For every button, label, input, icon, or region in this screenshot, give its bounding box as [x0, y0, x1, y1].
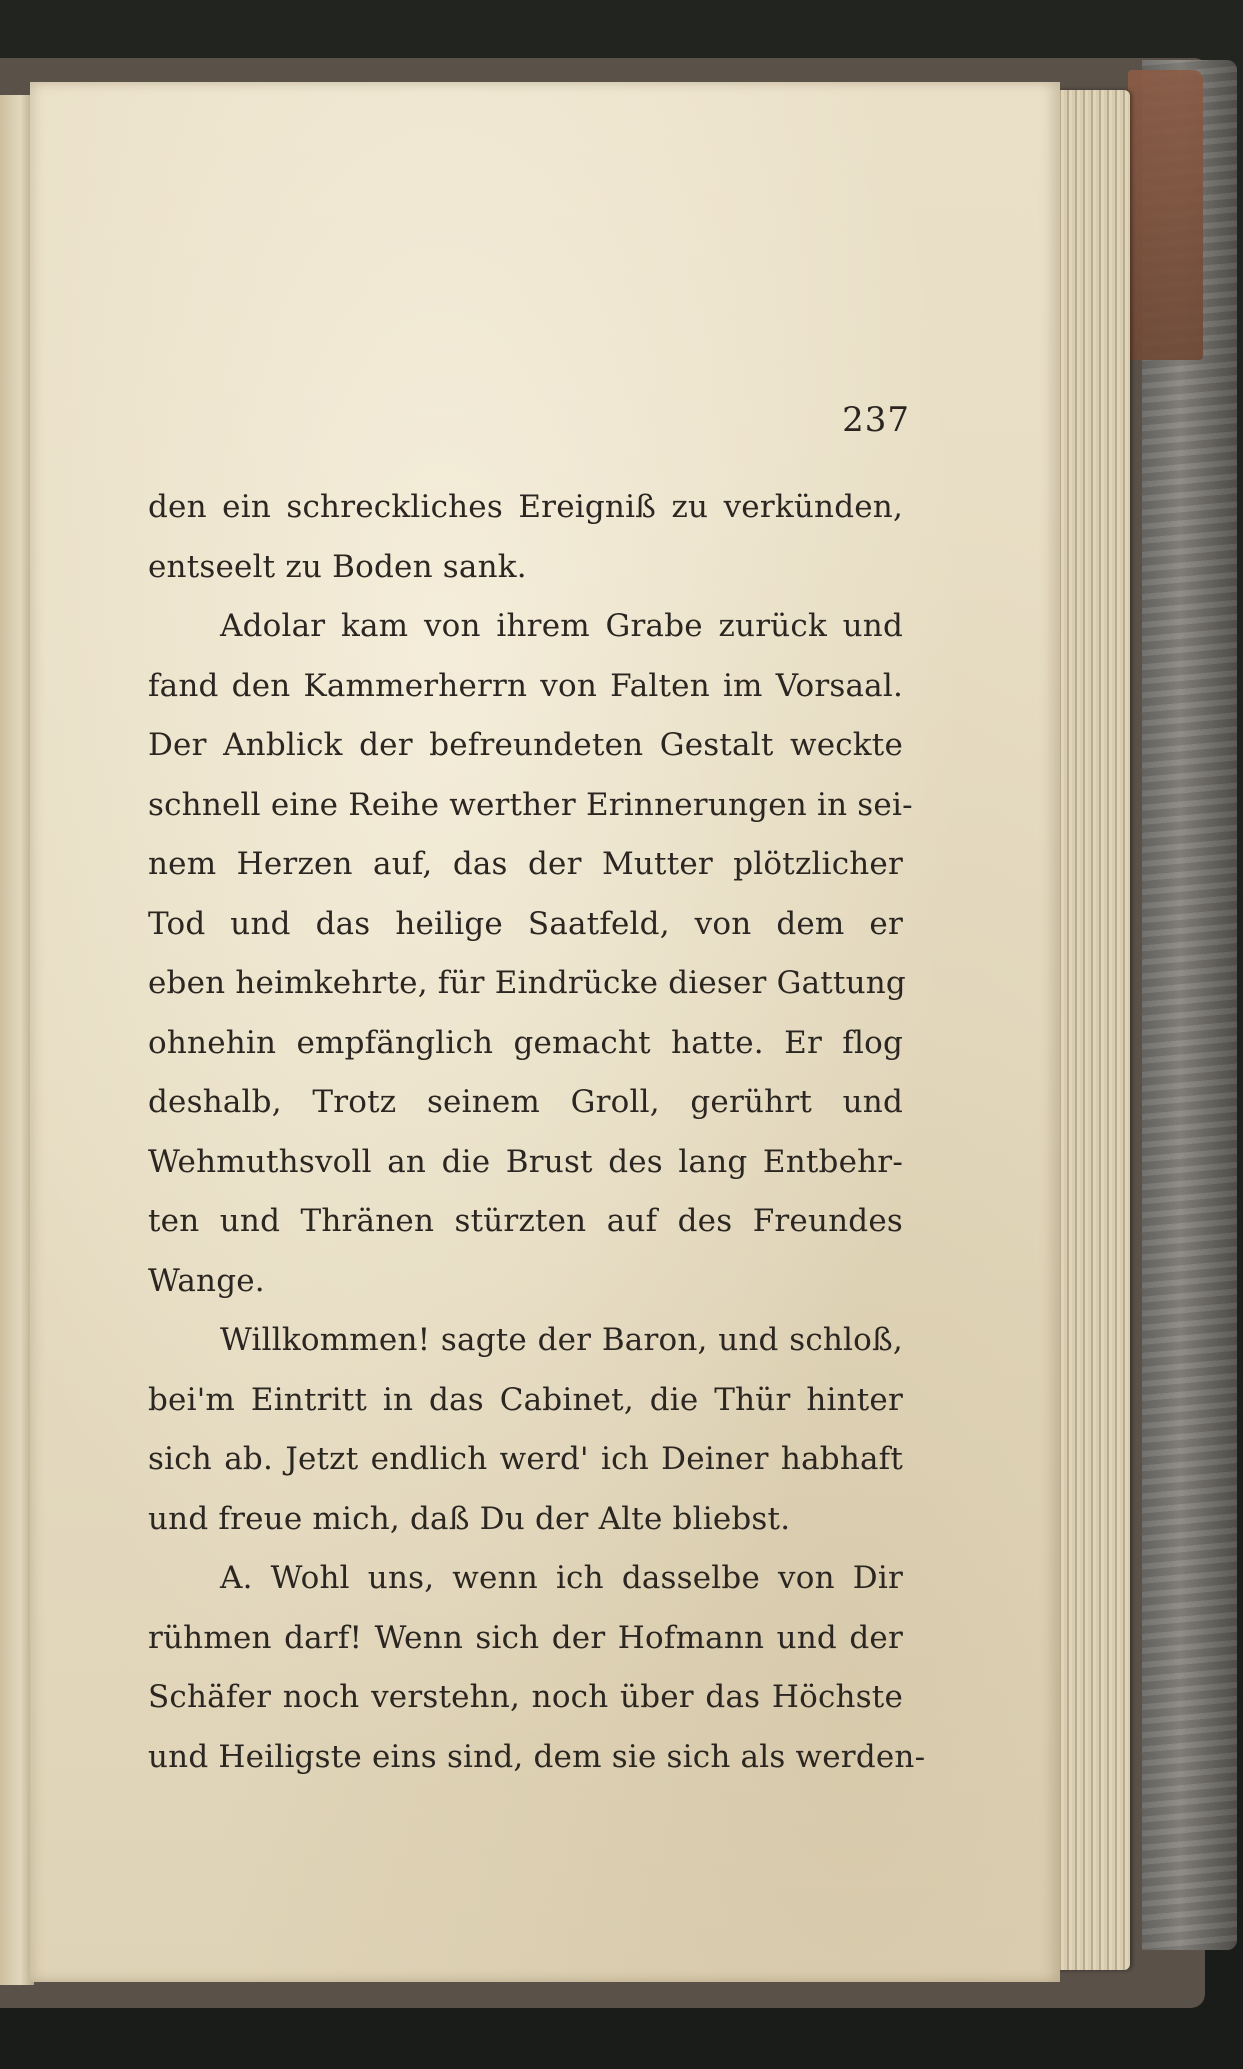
- text-line: eben heimkehrte, für Eindrücke dieser Gattung: [148, 965, 906, 1001]
- previous-leaf-edge: [0, 95, 34, 1985]
- text-line: sich ab. Jetzt endlich werd' ich Deiner habhaft: [148, 1441, 903, 1477]
- text-line: Willkommen! sagte der Baron, und schloß,: [220, 1322, 903, 1358]
- text-line: nem Herzen auf, das der Mutter plötzlicher: [148, 846, 903, 882]
- text-line: Wange.: [148, 1262, 265, 1299]
- text-line: fand den Kammerherrn von Falten im Vorsaal.: [148, 667, 903, 704]
- text-line: schnell eine Reihe werther Erinnerungen in sei-: [148, 786, 913, 823]
- leather-corner: [1128, 70, 1203, 360]
- body-text: [148, 478, 926, 1787]
- text-line: Tod und das heilige Saatfeld, von dem er: [148, 905, 903, 942]
- text-line: ten und Thränen stürzten auf des Freundes: [148, 1203, 903, 1239]
- book-page: [30, 82, 1060, 1982]
- text-line: bei'm Eintritt in das Cabinet, die Thür hinter: [148, 1381, 903, 1418]
- text-line: deshalb, Trotz seinem Groll, gerührt und: [148, 1084, 903, 1120]
- text-line: entseelt zu Boden sank.: [148, 548, 527, 585]
- text-line: Schäfer noch verstehn, noch über das Höchste: [148, 1679, 903, 1715]
- text-line: Der Anblick der befreundeten Gestalt weckte: [148, 727, 903, 763]
- page-number: 237: [842, 400, 910, 440]
- text-line: rühmen darf! Wenn sich der Hofmann und der: [148, 1619, 903, 1656]
- text-line: A. Wohl uns, wenn ich dasselbe von Dir: [220, 1560, 903, 1596]
- text-line: und freue mich, daß Du der Alte bliebst.: [148, 1500, 791, 1537]
- text-line: Adolar kam von ihrem Grabe zurück und: [220, 608, 903, 644]
- text-line: den ein schreckliches Ereigniß zu verkünden,: [148, 489, 903, 525]
- text-line: Wehmuthsvoll an die Brust des lang Entbehr-: [148, 1143, 903, 1180]
- text-line: und Heiligste eins sind, dem sie sich als werden-: [148, 1738, 926, 1775]
- text-line: ohnehin empfänglich gemacht hatte. Er flog: [148, 1024, 903, 1061]
